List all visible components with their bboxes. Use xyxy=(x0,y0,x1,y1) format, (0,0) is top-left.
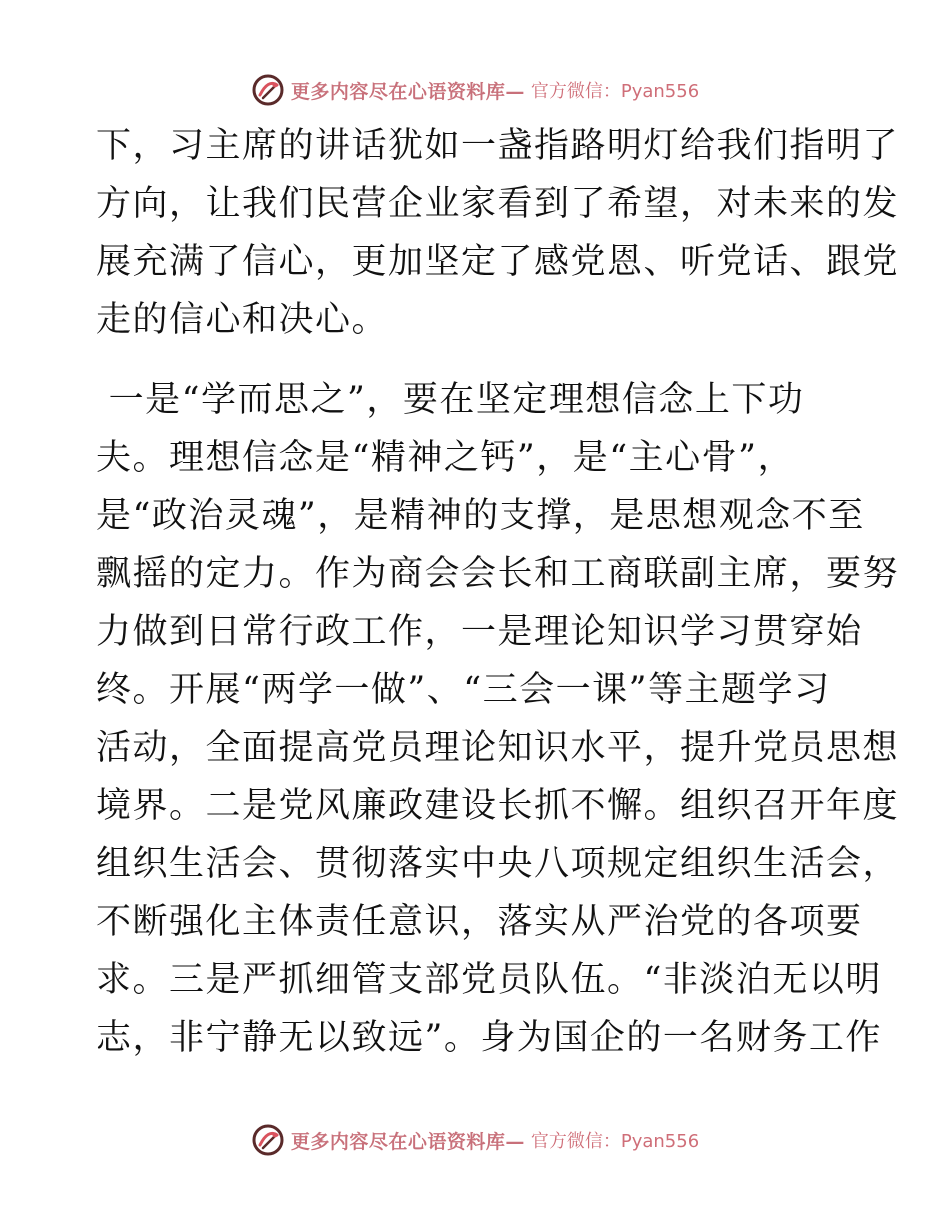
paragraph-1 xyxy=(96,117,900,349)
text-line: 力做到日常行政工作，一是理论知识学习贯穿始 xyxy=(96,612,863,652)
text-line: 飘摇的定力。作为商会会长和工商联副主席，要努 xyxy=(96,554,900,594)
document-body xyxy=(96,117,900,1067)
library-logo-icon xyxy=(251,1123,285,1157)
text-line: 夫。理想信念是“精神之钙”，是“主心骨”， xyxy=(96,438,795,478)
library-logo-icon xyxy=(251,73,285,107)
text-line: 方向，让我们民营企业家看到了希望，对未来的发 xyxy=(96,184,900,224)
text-line: 是“政治灵魂”，是精神的支撑，是思想观念不至 xyxy=(96,496,865,536)
text-line: 不断强化主体责任意识，落实从严治党的各项要 xyxy=(96,902,863,942)
banner-library-text: 更多内容尽在心语资料库— xyxy=(290,80,525,103)
banner-library-text: 更多内容尽在心语资料库— xyxy=(290,1130,525,1153)
text-line: 走的信心和决心。 xyxy=(96,300,389,340)
banner-wechat-text: 官方微信：Pyan556 xyxy=(530,81,700,102)
text-line: 下，习主席的讲话犹如一盏指路明灯给我们指明了 xyxy=(96,126,900,166)
text-line: 境界。二是党风廉政建设长抓不懈。组织召开年度 xyxy=(96,786,900,826)
text-line: 求。三是严抓细管支部党员队伍。“非淡泊无以明 xyxy=(96,960,882,1000)
page-header-banner xyxy=(0,70,950,110)
paragraph-spacer xyxy=(96,349,856,371)
text-line: 终。开展“两学一做”、“三会一课”等主题学习 xyxy=(96,670,831,710)
text-line: 一是“学而思之”，要在坚定理想信念上下功 xyxy=(96,380,805,420)
text-line: 活动，全面提高党员理论知识水平，提升党员思想 xyxy=(96,728,900,768)
paragraph-2 xyxy=(96,371,900,1067)
page-footer-banner xyxy=(0,1120,950,1160)
banner-wechat-text: 官方微信：Pyan556 xyxy=(530,1131,700,1152)
text-line: 志，非宁静无以致远”。身为国企的一名财务工作 xyxy=(96,1018,882,1058)
text-line: 展充满了信心，更加坚定了感党恩、听党话、跟党 xyxy=(96,242,900,282)
text-line: 组织生活会、贯彻落实中央八项规定组织生活会， xyxy=(96,844,900,884)
